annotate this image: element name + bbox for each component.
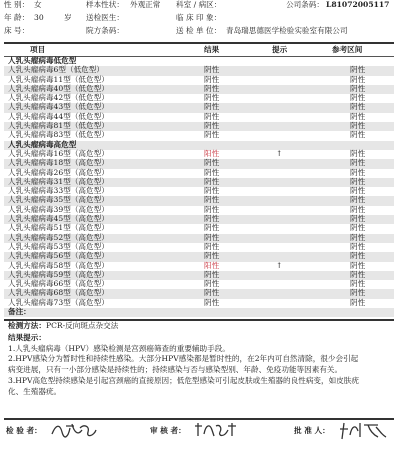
item-name: 人乳头瘤病毒39型（高危型） — [8, 204, 109, 214]
result-value: 阴性 — [204, 93, 220, 103]
item-name: 人乳头瘤病毒51型（高危型） — [8, 223, 109, 233]
result-value: 阴性 — [204, 288, 220, 298]
reference-range: 阴性 — [350, 186, 366, 196]
item-name: 人乳头瘤病毒66型（高危型） — [8, 279, 109, 289]
reference-range: 阴性 — [350, 102, 366, 112]
item-name: 人乳头瘤病毒6型（低危型） — [8, 65, 104, 75]
hint-value: ↑ — [276, 260, 283, 270]
item-name: 人乳头瘤病毒45型（高危型） — [8, 214, 109, 224]
item-name: 人乳头瘤病毒低危型 — [8, 56, 77, 65]
result-value: 阴性 — [204, 186, 220, 196]
sex-value: 女 — [34, 0, 42, 9]
col-header-ref: 参考区间 — [332, 45, 363, 54]
result-value: 阴性 — [204, 111, 220, 121]
header-divider — [4, 42, 394, 44]
patient-info-row-2 — [4, 14, 394, 26]
item-name: 人乳头瘤病毒33型（高危型） — [8, 186, 109, 196]
reference-range: 阴性 — [350, 279, 366, 289]
reference-range: 阴性 — [350, 214, 366, 224]
conclusion-line: 化、生殖器疣。 — [8, 386, 62, 396]
conclusion-line: 2.HPV感染分为暂时性和持续性感染。大部分HPV感染都是暂时性的，在2年内可自然清除，很少会引起 — [8, 354, 359, 364]
approver-signature — [338, 419, 388, 441]
item-name: 人乳头瘤病毒53型（高危型） — [8, 241, 109, 251]
result-value: 阳性 — [204, 148, 220, 158]
result-value: 阴性 — [204, 167, 220, 177]
method-line — [8, 322, 390, 331]
reference-range: 阴性 — [350, 260, 366, 270]
company-code-value: L81072005117 — [326, 0, 390, 9]
reference-range: 阴性 — [350, 158, 366, 168]
item-name: 人乳头瘤病毒42型（低危型） — [8, 93, 109, 103]
age-label: 年 龄： — [4, 13, 30, 22]
item-name: 人乳头瘤病毒高危型 — [8, 139, 77, 149]
reference-range: 阴性 — [350, 176, 366, 186]
reference-range: 阴性 — [350, 223, 366, 233]
conclusion-title: 结果提示： — [8, 333, 46, 342]
reference-range: 阴性 — [350, 251, 366, 261]
unit-label: 送 检 单 位： — [176, 26, 222, 35]
conclusion-line: 病变进展，只有一小部分感染是持续性的；持续感染与否与感染型别、年龄、免疫功能等因素有关。 — [8, 365, 343, 375]
item-name: 备注： — [8, 307, 31, 317]
result-value: 阴性 — [204, 176, 220, 186]
tester-signature — [50, 420, 98, 440]
sample-label: 样本性状： — [86, 0, 124, 9]
dept-label: 科室 / 病区： — [176, 0, 222, 9]
result-value: 阴性 — [204, 158, 220, 168]
result-value: 阴性 — [204, 74, 220, 84]
doctor-label: 送检医生： — [86, 13, 124, 22]
result-value: 阴性 — [204, 195, 220, 205]
age-unit: 岁 — [64, 13, 72, 22]
reviewer-label: 审 核 者： — [150, 426, 186, 435]
result-value: 阴性 — [204, 251, 220, 261]
item-name: 人乳头瘤病毒56型（高危型） — [8, 251, 109, 261]
item-name: 人乳头瘤病毒43型（低危型） — [8, 102, 109, 112]
item-name: 人乳头瘤病毒35型（高危型） — [8, 195, 109, 205]
results-table — [4, 57, 394, 317]
table-row — [4, 299, 394, 308]
result-value: 阴性 — [204, 204, 220, 214]
item-name: 人乳头瘤病毒44型（低危型） — [8, 111, 109, 121]
age-value: 30 — [34, 13, 44, 22]
approver-label: 批 准 人： — [294, 426, 330, 435]
result-value: 阴性 — [204, 102, 220, 112]
result-value: 阴性 — [204, 214, 220, 224]
company-code-label: 公司条码： — [286, 0, 324, 9]
item-name: 人乳头瘤病毒40型（低危型） — [8, 83, 109, 93]
reference-range: 阴性 — [350, 204, 366, 214]
result-value: 阴性 — [204, 130, 220, 140]
reference-range: 阴性 — [350, 232, 366, 242]
col-header-item: 项目 — [30, 45, 46, 54]
result-value: 阴性 — [204, 269, 220, 279]
reference-range: 阴性 — [350, 121, 366, 131]
bed-label: 床 号： — [4, 26, 30, 35]
col-header-result: 结果 — [204, 45, 220, 54]
hint-value: ↑ — [276, 148, 283, 158]
item-name: 人乳头瘤病毒31型（高危型） — [8, 176, 109, 186]
reference-range: 阴性 — [350, 288, 366, 298]
reference-range: 阴性 — [350, 148, 366, 158]
reference-range: 阴性 — [350, 74, 366, 84]
item-name: 人乳头瘤病毒73型（高危型） — [8, 297, 109, 307]
col-header-hint: 提示 — [272, 45, 288, 54]
item-name: 人乳头瘤病毒26型（高危型） — [8, 167, 109, 177]
reference-range: 阴性 — [350, 269, 366, 279]
sample-value: 外观正常 — [130, 0, 161, 9]
item-name: 人乳头瘤病毒68型（高危型） — [8, 288, 109, 298]
conclusion-block — [8, 334, 390, 396]
reference-range: 阴性 — [350, 167, 366, 177]
reference-range: 阴性 — [350, 241, 366, 251]
item-name: 人乳头瘤病毒58型（高危型） — [8, 260, 109, 270]
result-value: 阴性 — [204, 121, 220, 131]
result-value: 阴性 — [204, 83, 220, 93]
item-name: 人乳头瘤病毒81型（低危型） — [8, 121, 109, 131]
conclusion-line: 1.人乳头瘤病毒（HPV）感染检测是宫颈癌筛查的重要辅助手段。 — [8, 343, 230, 353]
reference-range: 阴性 — [350, 83, 366, 93]
reference-range: 阴性 — [350, 65, 366, 75]
result-value: 阴性 — [204, 279, 220, 289]
result-value: 阴性 — [204, 297, 220, 307]
diagnosis-label: 临 床 印 象： — [176, 13, 222, 22]
result-value: 阴性 — [204, 232, 220, 242]
item-name: 人乳头瘤病毒83型（低危型） — [8, 130, 109, 140]
patient-info-row-1 — [4, 1, 394, 13]
reference-range: 阴性 — [350, 93, 366, 103]
reference-range: 阴性 — [350, 111, 366, 121]
conclusion-line: 3.HPV高危型持续感染是引起宫颈癌的直接原因；低危型感染可引起皮肤或生殖器的良性病变，如皮肤疣 — [8, 375, 359, 385]
result-value: 阴性 — [204, 223, 220, 233]
item-name: 人乳头瘤病毒52型（高危型） — [8, 232, 109, 242]
item-name: 人乳头瘤病毒18型（高危型） — [8, 158, 109, 168]
reference-range: 阴性 — [350, 195, 366, 205]
unit-value: 青岛瑞思德医学检验实验室有限公司 — [226, 26, 348, 35]
result-value: 阴性 — [204, 241, 220, 251]
reference-range: 阴性 — [350, 130, 366, 140]
sex-label: 性 别： — [4, 0, 30, 9]
reviewer-signature — [192, 420, 240, 440]
patient-info-row-3 — [4, 27, 394, 39]
section-row — [4, 308, 394, 317]
result-value: 阴性 — [204, 65, 220, 75]
method-label: 检测方法： — [8, 321, 46, 330]
item-name: 人乳头瘤病毒59型（高危型） — [8, 269, 109, 279]
reference-range: 阴性 — [350, 297, 366, 307]
hospital-code-label: 院方条码： — [86, 26, 124, 35]
tester-label: 检 验 者： — [6, 426, 42, 435]
result-value: 阳性 — [204, 260, 220, 270]
method-value: PCR-反向斑点杂交法 — [45, 321, 119, 330]
item-name: 人乳头瘤病毒16型（高危型） — [8, 148, 109, 158]
item-name: 人乳头瘤病毒11型（低危型） — [8, 74, 109, 84]
